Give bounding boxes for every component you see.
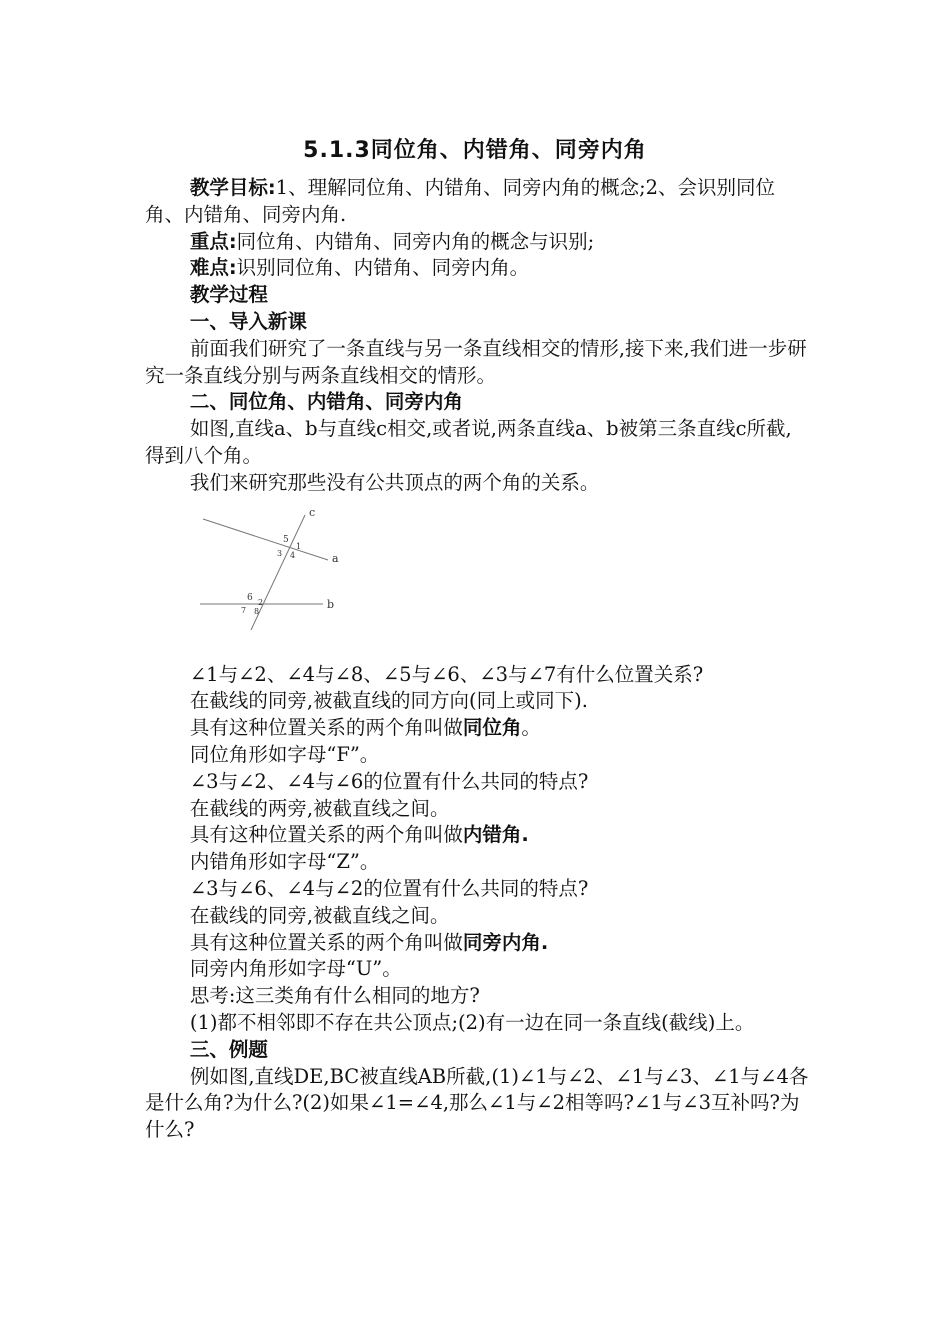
alternate-definition: 具有这种位置关系的两个角叫做内错角. [189,823,529,847]
line-a [203,519,328,560]
alternate-shape: 内错角形如字母“Z”。 [189,850,380,874]
angle-label-7: 7 [241,605,247,615]
key-point-paragraph: 重点:同位角、内错角、同旁内角的概念与识别; [189,229,595,253]
corresponding-term: 同位角 [462,716,522,740]
section2-paragraph1: 如图,直线a、b与直线c相交,或者说,两条直线a、b被第三条直线c所截,得到八个角。 [145,417,792,467]
interior-definition: 具有这种位置关系的两个角叫做同旁内角. [189,930,549,954]
transversal-figure [145,497,810,662]
line-c [251,515,305,630]
section1-text: 前面我们研究了一条直线与另一条直线相交的情形,接下来,我们进一步研究一条直线分别与两条直线相交的情形。 [145,336,807,387]
think-answer: (1)都不相邻即不存在共公顶点;(2)有一边在同一条直线(截线)上。 [189,1010,755,1034]
key-point-label: 重点 [189,229,229,253]
angle-label-5: 5 [283,534,289,545]
process-heading: 教学过程 [189,283,268,307]
objectives-paragraph: 教学目标:1、理解同位角、内错角、同旁内角的概念;2、会识别同位角、内错角、同旁内角. [145,176,776,226]
label-a: a [332,551,339,565]
angle-label-6: 6 [247,592,253,603]
section3-example: 例如图,直线DE,BC被直线AB所截,(1)∠1与∠2、∠1与∠3、∠1与∠4各是什么角?为什么?(2)如果∠1=∠4,那么∠1与∠2相等吗?∠1与∠3互补吗?为什么? [145,1064,809,1142]
alternate-question: ∠3与∠2、∠4与∠6的位置有什么共同的特点? [189,769,589,793]
angle-label-8: 8 [254,606,260,616]
document-body [145,175,810,1144]
section2-paragraph2: 我们来研究那些没有公共顶点的两个角的关系。 [189,470,600,494]
corresponding-shape: 同位角形如字母“F”。 [189,742,380,766]
page-title: 5.1.3同位角、内错角、同旁内角 [303,138,647,163]
difficulty-paragraph: 难点:识别同位角、内错角、同旁内角。 [189,256,530,280]
objectives-text: 1、理解同位角、内错角、同旁内角的概念;2、会识别同位角、内错角、同旁内角. [145,176,776,226]
angle-label-1: 1 [296,541,302,551]
label-c: c [309,505,316,519]
difficulty-text: 识别同位角、内错角、同旁内角。 [236,256,530,280]
label-b: b [327,597,335,611]
section3-heading: 三、例题 [189,1037,268,1061]
corresponding-definition: 具有这种位置关系的两个角叫做同位角。 [189,716,541,740]
interior-question: ∠3与∠6、∠4与∠2的位置有什么共同的特点? [189,876,589,900]
difficulty-label: 难点 [189,256,229,280]
interior-shape: 同旁内角形如字母“U”。 [189,957,402,981]
section1-heading: 一、导入新课 [189,309,307,333]
alternate-answer: 在截线的两旁,被截直线之间。 [189,796,450,820]
corresponding-question: ∠1与∠2、∠4与∠8、∠5与∠6、∠3与∠7有什么位置关系? [189,662,704,686]
angle-label-2: 2 [258,597,264,607]
corresponding-answer: 在截线的同旁,被截直线的同方向(同上或同下). [189,689,588,713]
angle-label-4: 4 [290,550,296,560]
transversal-diagram [193,505,373,645]
interior-answer: 在截线的同旁,被截直线之间。 [189,903,450,927]
think-question: 思考:这三类角有什么相同的地方? [189,984,480,1008]
key-point-text: 同位角、内错角、同旁内角的概念与识别; [236,229,595,253]
angle-label-3: 3 [277,548,283,558]
alternate-term: 内错角. [462,823,529,847]
interior-term: 同旁内角. [462,930,549,954]
objectives-label: 教学目标 [189,176,268,199]
section2-heading: 二、同位角、内错角、同旁内角 [189,390,463,414]
